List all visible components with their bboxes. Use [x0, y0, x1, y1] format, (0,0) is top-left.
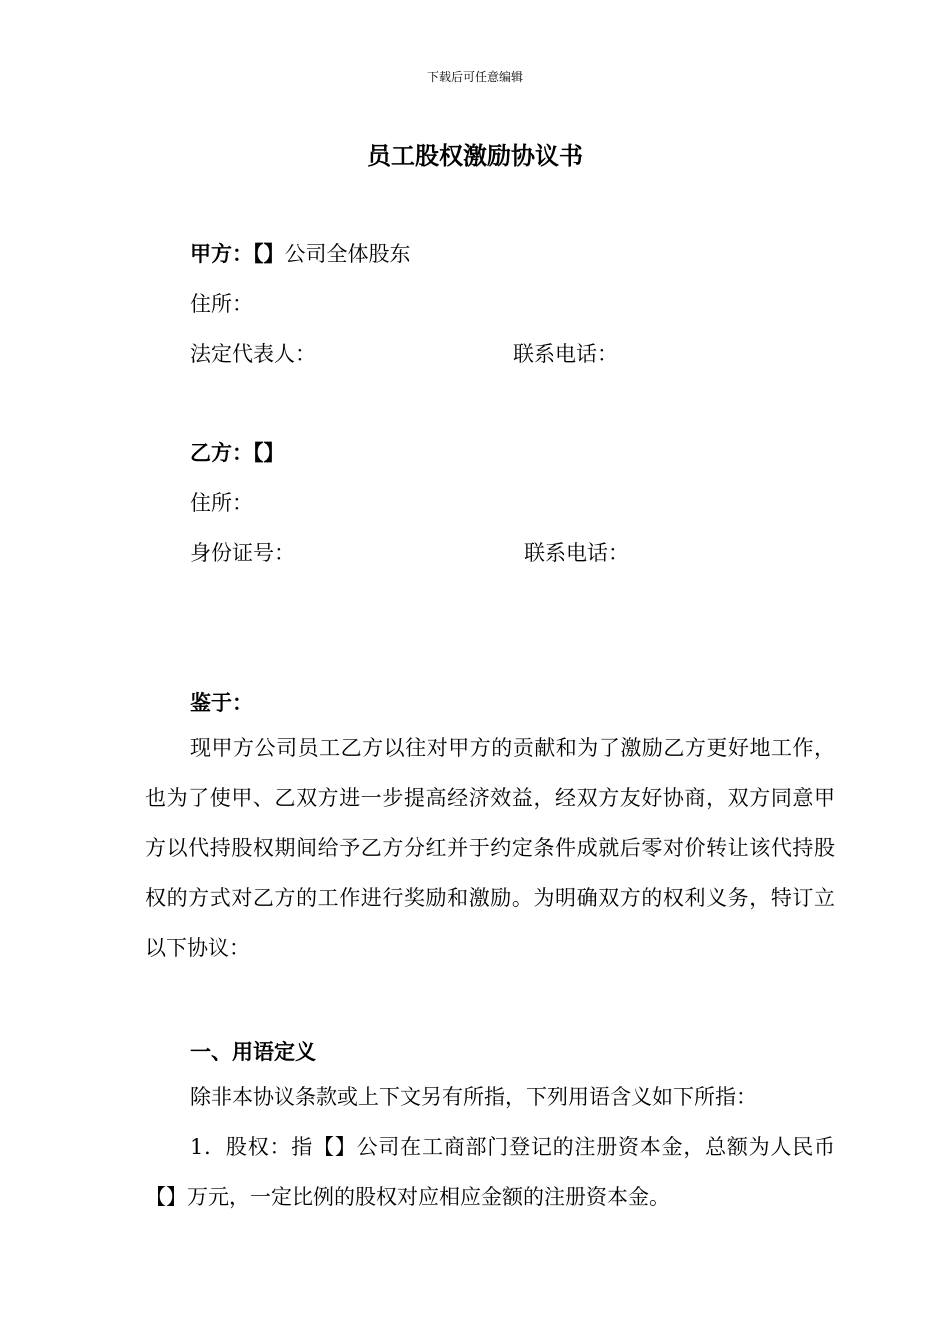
party-a-address-label: 住所： [190, 292, 253, 316]
party-b-address-label: 住所： [190, 491, 253, 515]
party-a-phone-label: 联系电话： [513, 342, 618, 366]
whereas-heading: 鉴于： [190, 690, 253, 715]
party-b-phone-label: 联系电话： [524, 541, 629, 565]
party-b-label: 乙方：【】 [190, 440, 285, 465]
document-title: 员工股权激励协议书 [367, 141, 583, 170]
party-a-line [190, 238, 411, 268]
section1-heading: 一、用语定义 [190, 1039, 316, 1064]
whereas-paragraph: 现甲方公司员工乙方以往对甲方的贡献和为了激励乙方更好地工作，也为了使甲、乙双方进一步提高经济效益，经双方友好协商，双方同意甲方以代持股权期间给予乙方分红并于约定条件成就后零对价转让该代持股权的方式对乙方的工作进行奖励和激励。为明确双方的权利义务，特订立以下协议： [145, 736, 835, 960]
party-a-value: 公司全体股东 [284, 242, 411, 266]
header-note: 下载后可任意编辑 [426, 70, 523, 84]
party-a-rep-label: 法定代表人： [190, 342, 316, 366]
section1-intro: 除非本协议条款或上下文另有所指，下列用语含义如下所指： [190, 1085, 757, 1109]
section1-item1: 1．股权：指【】公司在工商部门登记的注册资本金，总额为人民币【】万元，一定比例的股权对应相应金额的注册资本金。 [145, 1135, 835, 1209]
party-b-id-label: 身份证号： [190, 541, 295, 565]
party-a-label: 甲方：【】 [190, 241, 285, 266]
